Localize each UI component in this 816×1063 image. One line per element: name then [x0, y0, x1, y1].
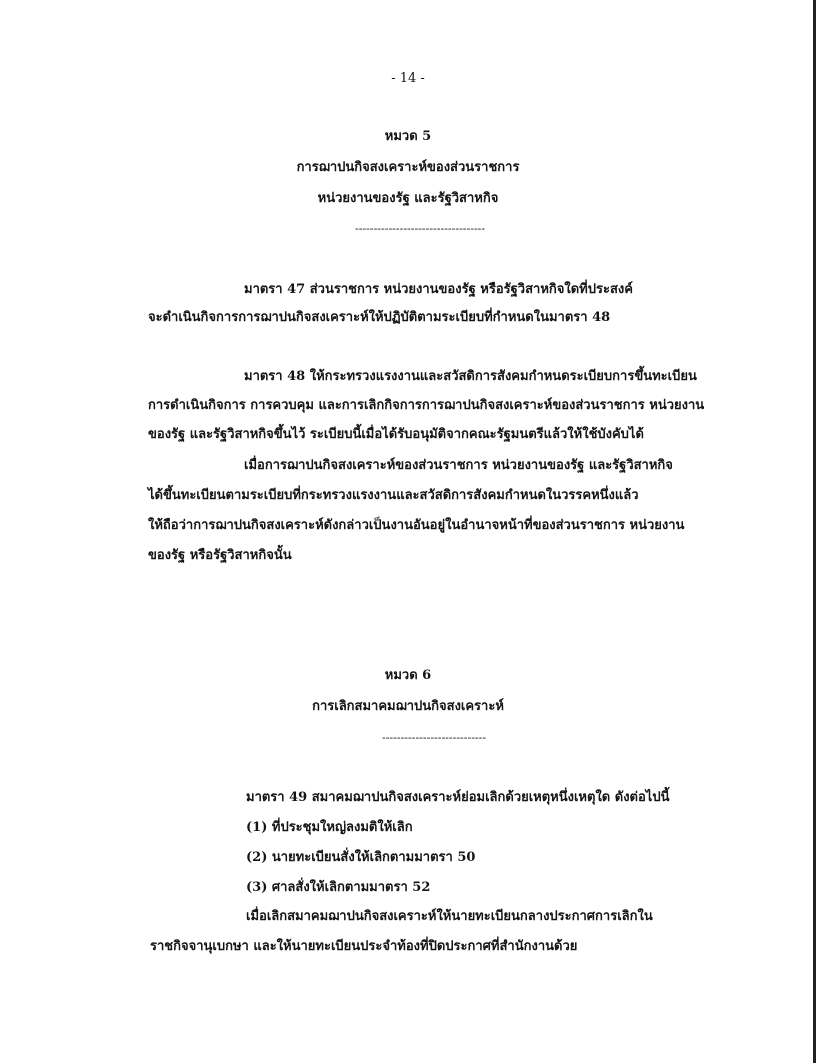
section48-line2: การดำเนินกิจการ การควบคุม และการเลิกกิจการการฌาปนกิจสงเคราะห์ของส่วนราชการ หน่วยงาน: [148, 398, 705, 413]
section48-line3: ของรัฐ และรัฐวิสาหกิจขึ้นไว้ ระเบียบนี้เมื่อได้รับอนุมัติจากคณะรัฐมนตรีแล้วให้ใช้บังคับได้: [148, 427, 644, 442]
chapter5-divider: -----------------------------------: [355, 222, 486, 235]
section49-line1: มาตรา 49 สมาคมฌาปนกิจสงเคราะห์ย่อมเลิกด้วยเหตุหนึ่งเหตุใด ดังต่อไปนี้: [246, 790, 670, 805]
section49-item-1: (1) ที่ประชุมใหญ่ลงมติให้เลิก: [246, 820, 413, 835]
section48-para2-line4: ของรัฐ หรือรัฐวิสาหกิจนั้น: [148, 548, 292, 563]
section47-line1: มาตรา 47 ส่วนราชการ หน่วยงานของรัฐ หรือรัฐวิสาหกิจใดที่ประสงค์: [244, 282, 633, 297]
section48-para2-line2: ได้ขึ้นทะเบียนตามระเบียบที่กระทรวงแรงงานและสวัสดิการสังคมกำหนดในวรรคหนึ่งแล้ว: [148, 488, 639, 503]
section49-para2-line1: เมื่อเลิกสมาคมฌาปนกิจสงเคราะห์ให้นายทะเบียนกลางประกาศการเลิกใน: [246, 909, 653, 924]
chapter5-title-line1: การฌาปนกิจสงเคราะห์ของส่วนราชการ: [296, 160, 520, 175]
section49-item-3: (3) ศาลสั่งให้เลิกตามมาตรา 52: [246, 880, 431, 895]
page-number: - 14 -: [391, 71, 425, 86]
chapter6-divider: ----------------------------: [382, 731, 487, 744]
section48-line1: มาตรา 48 ให้กระทรวงแรงงานและสวัสดิการสังคมกำหนดระเบียบการขึ้นทะเบียน: [244, 369, 697, 384]
section48-para2-line3: ให้ถือว่าการฌาปนกิจสงเคราะห์ดังกล่าวเป็นงานอันอยู่ในอำนาจหน้าที่ของส่วนราชการ หน่วยงาน: [148, 518, 685, 533]
chapter6-heading: หมวด 6: [384, 668, 432, 683]
section47-line2: จะดำเนินกิจการการฌาปนกิจสงเคราะห์ให้ปฏิบัติตามระเบียบที่กำหนดในมาตรา 48: [148, 310, 611, 325]
chapter6-title: การเลิกสมาคมฌาปนกิจสงเคราะห์: [312, 699, 504, 714]
chapter5-title-line2: หน่วยงานของรัฐ และรัฐวิสาหกิจ: [317, 191, 499, 206]
section49-item-2: (2) นายทะเบียนสั่งให้เลิกตามมาตรา 50: [246, 850, 476, 865]
chapter5-heading: หมวด 5: [384, 129, 432, 144]
section48-para2-line1: เมื่อการฌาปนกิจสงเคราะห์ของส่วนราชการ หน่วยงานของรัฐ และรัฐวิสาหกิจ: [244, 458, 673, 473]
section49-para2-line2: ราชกิจจานุเบกษา และให้นายทะเบียนประจำท้องที่ปิดประกาศที่สำนักงานด้วย: [150, 939, 578, 954]
